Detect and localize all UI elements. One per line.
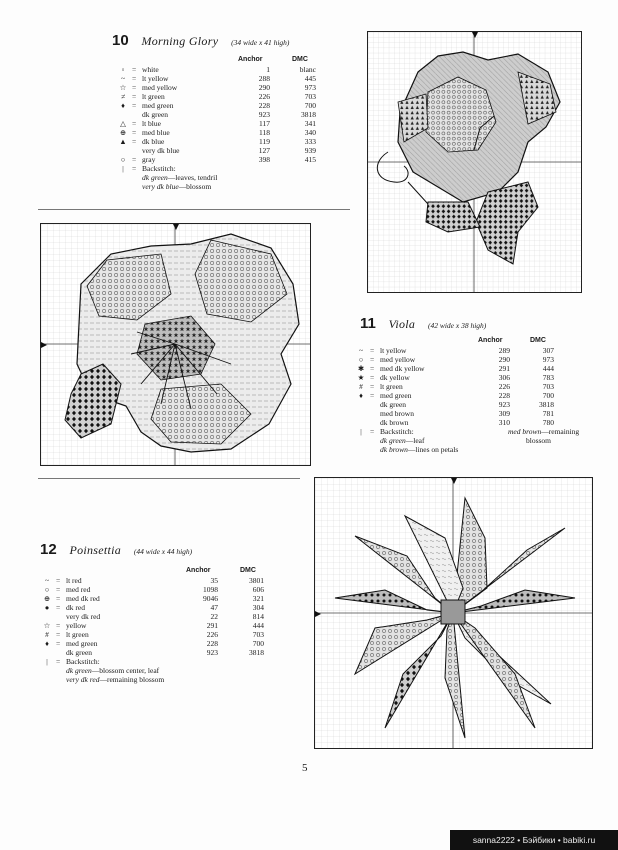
key-color-name: lt green xyxy=(66,630,89,639)
key-dmc-number: 3801 xyxy=(249,576,264,585)
key-symbol: ~ xyxy=(120,74,126,83)
backstitch-note xyxy=(142,182,328,191)
key-equals: = xyxy=(56,630,61,639)
key-anchor-number: 35 xyxy=(210,576,218,585)
key-row xyxy=(356,409,596,418)
key-color-name: med green xyxy=(142,101,174,110)
pattern-11-title xyxy=(360,315,486,332)
key-equals: = xyxy=(132,137,137,146)
key-equals: = xyxy=(56,594,61,603)
viola-chart xyxy=(40,223,311,466)
section-divider xyxy=(38,478,300,479)
key-row xyxy=(42,594,292,603)
key-symbol: ~ xyxy=(44,576,50,585)
key-dmc-number: 703 xyxy=(304,92,316,101)
key-row xyxy=(356,418,596,427)
key-equals: = xyxy=(56,657,61,666)
pattern-10-title xyxy=(112,32,289,49)
key-row xyxy=(118,101,328,110)
key-symbol: ★ xyxy=(357,373,365,382)
backstitch-area: —blossom center, leaf xyxy=(91,666,160,675)
viola-chart-svg xyxy=(41,224,310,465)
key-row xyxy=(42,585,292,594)
key-column-headers xyxy=(42,566,292,576)
key-column-headers xyxy=(118,55,328,65)
key-dmc-number: 304 xyxy=(252,603,264,612)
key-anchor-number: 309 xyxy=(498,409,510,418)
key-color-name: lt green xyxy=(380,382,403,391)
key-anchor-number: 228 xyxy=(498,391,510,400)
key-dmc-number: 415 xyxy=(304,155,316,164)
key-symbol: ● xyxy=(44,603,50,612)
key-row xyxy=(42,576,292,585)
key-color-name: med yellow xyxy=(142,83,178,92)
backstitch-note xyxy=(380,445,596,454)
key-anchor-number: 119 xyxy=(259,137,270,146)
key-color-name: med yellow xyxy=(380,355,416,364)
key-anchor-number: 127 xyxy=(258,146,270,155)
key-anchor-number: 47 xyxy=(210,603,218,612)
color-key-11 xyxy=(356,336,596,454)
backstitch-area: —lines on petals xyxy=(407,445,459,454)
key-anchor-number: 226 xyxy=(206,630,218,639)
credit-watermark: sanna2222 • Бэйбики • babiki.ru xyxy=(450,830,618,850)
backstitch-symbol: | xyxy=(360,427,362,436)
key-anchor-number: 398 xyxy=(258,155,270,164)
key-dmc-number: 781 xyxy=(542,409,554,418)
key-dmc-number: 780 xyxy=(542,418,554,427)
pattern-size: (42 wide x 38 high) xyxy=(427,321,487,330)
anchor-header: Anchor xyxy=(478,337,503,344)
key-symbol: ▲ xyxy=(119,137,127,146)
pattern-name: Poinsettia xyxy=(69,543,122,557)
key-column-headers xyxy=(356,336,596,346)
key-anchor-number: 923 xyxy=(206,648,218,657)
key-color-name: dk blue xyxy=(142,137,165,146)
backstitch-label: Backstitch: xyxy=(380,427,414,436)
key-color-name: dk red xyxy=(66,603,85,612)
key-anchor-number: 22 xyxy=(210,612,218,621)
dmc-header: DMC xyxy=(530,337,546,344)
backstitch-notes xyxy=(142,173,328,191)
key-color-name: lt green xyxy=(142,92,165,101)
key-symbol: △ xyxy=(120,119,126,128)
pattern-12-title xyxy=(40,541,192,558)
key-row xyxy=(356,391,596,400)
key-row xyxy=(42,648,292,657)
key-anchor-number: 290 xyxy=(258,83,270,92)
key-row xyxy=(118,137,328,146)
key-anchor-number: 228 xyxy=(206,639,218,648)
key-row xyxy=(42,612,292,621)
key-color-name: lt red xyxy=(66,576,82,585)
backstitch-color: dk green xyxy=(380,436,406,445)
backstitch-area: blossom xyxy=(526,436,552,445)
key-equals: = xyxy=(370,355,375,364)
key-color-name: med brown xyxy=(380,409,414,418)
key-anchor-number: 291 xyxy=(498,364,510,373)
key-color-name: med dk yellow xyxy=(380,364,425,373)
key-anchor-number: 310 xyxy=(498,418,510,427)
key-equals: = xyxy=(370,382,375,391)
key-dmc-number: 703 xyxy=(252,630,264,639)
key-row xyxy=(118,128,328,137)
backstitch-note xyxy=(66,666,292,675)
key-equals: = xyxy=(132,74,137,83)
key-color-name: med green xyxy=(66,639,98,648)
poinsettia-chart xyxy=(314,477,593,749)
key-equals: = xyxy=(132,101,137,110)
morning-glory-chart xyxy=(367,31,582,293)
backstitch-note xyxy=(508,436,579,445)
backstitch-symbol: | xyxy=(122,164,124,173)
key-dmc-number: 321 xyxy=(252,594,264,603)
key-dmc-number: 333 xyxy=(304,137,316,146)
pattern-number: 12 xyxy=(40,541,57,558)
backstitch-color: very dk blue xyxy=(142,182,179,191)
key-symbol: ~ xyxy=(358,346,364,355)
key-equals: = xyxy=(56,603,61,612)
key-color-name: lt yellow xyxy=(380,346,407,355)
key-symbol: # xyxy=(45,630,49,639)
key-symbol: # xyxy=(359,382,363,391)
key-row xyxy=(356,382,596,391)
backstitch-symbol: | xyxy=(46,657,48,666)
key-dmc-number: 341 xyxy=(304,119,316,128)
key-row xyxy=(118,74,328,83)
key-anchor-number: 226 xyxy=(498,382,510,391)
section-divider xyxy=(38,209,350,210)
key-symbol: ○ xyxy=(44,585,50,594)
key-dmc-number: 700 xyxy=(252,639,264,648)
pattern-number: 10 xyxy=(112,32,129,49)
key-equals: = xyxy=(370,346,375,355)
pattern-number: 11 xyxy=(360,315,376,332)
poinsettia-chart-svg xyxy=(315,478,592,748)
key-dmc-number: 340 xyxy=(304,128,316,137)
key-color-name: dk green xyxy=(66,648,93,657)
backstitch-area: —remaining blossom xyxy=(99,675,165,684)
key-dmc-number: 939 xyxy=(304,146,316,155)
key-anchor-number: 306 xyxy=(498,373,510,382)
page-number: 5 xyxy=(302,762,308,774)
backstitch-color: very dk red xyxy=(66,675,100,684)
key-equals: = xyxy=(370,364,375,373)
pattern-name: Morning Glory xyxy=(141,34,219,48)
backstitch-color: dk green xyxy=(142,173,168,182)
color-key-12 xyxy=(42,566,292,684)
backstitch-label: Backstitch: xyxy=(142,164,176,173)
key-color-name: dk green xyxy=(380,400,407,409)
key-dmc-number: 700 xyxy=(542,391,554,400)
key-symbol: ≠ xyxy=(120,92,126,101)
key-row xyxy=(356,373,596,382)
key-row xyxy=(356,355,596,364)
key-row xyxy=(118,146,328,155)
anchor-header: Anchor xyxy=(238,56,263,63)
key-dmc-number: 3818 xyxy=(301,110,316,119)
key-symbol: ⊕ xyxy=(119,128,127,137)
key-color-name: yellow xyxy=(66,621,87,630)
key-dmc-number: 444 xyxy=(252,621,264,630)
key-symbol: ☆ xyxy=(119,83,127,92)
backstitch-note xyxy=(66,675,292,684)
backstitch-label: Backstitch: xyxy=(66,657,100,666)
key-dmc-number: 307 xyxy=(542,346,554,355)
key-anchor-number: 9046 xyxy=(203,594,218,603)
key-anchor-number: 118 xyxy=(259,128,270,137)
anchor-header: Anchor xyxy=(186,567,211,574)
key-dmc-number: 3818 xyxy=(249,648,264,657)
key-row xyxy=(356,346,596,355)
key-color-name: very dk red xyxy=(66,612,101,621)
key-row xyxy=(118,155,328,164)
key-dmc-number: 973 xyxy=(542,355,554,364)
key-symbol: ♦ xyxy=(45,639,49,648)
dmc-header: DMC xyxy=(292,56,308,63)
key-anchor-number: 923 xyxy=(498,400,510,409)
key-equals: = xyxy=(56,576,61,585)
backstitch-color: dk green xyxy=(66,666,92,675)
key-equals: = xyxy=(132,164,137,173)
key-dmc-number: 700 xyxy=(304,101,316,110)
key-dmc-number: 3818 xyxy=(539,400,554,409)
key-dmc-number: blanc xyxy=(299,65,316,74)
key-row xyxy=(42,630,292,639)
key-equals: = xyxy=(56,621,61,630)
backstitch-area: —leaves, tendril xyxy=(167,173,218,182)
key-color-name: med red xyxy=(66,585,91,594)
key-color-name: med dk red xyxy=(66,594,100,603)
key-equals: = xyxy=(132,128,137,137)
key-anchor-number: 228 xyxy=(258,101,270,110)
key-dmc-number: 973 xyxy=(304,83,316,92)
dmc-header: DMC xyxy=(240,567,256,574)
backstitch-color: dk brown xyxy=(380,445,408,454)
key-dmc-number: 445 xyxy=(304,74,316,83)
key-equals: = xyxy=(132,155,137,164)
color-key-10 xyxy=(118,55,328,191)
key-color-name: very dk blue xyxy=(142,146,180,155)
key-equals: = xyxy=(370,427,375,436)
key-symbol: ☆ xyxy=(43,621,51,630)
key-color-name: med blue xyxy=(142,128,170,137)
key-dmc-number: 444 xyxy=(542,364,554,373)
pattern-size: (44 wide x 44 high) xyxy=(133,547,193,556)
key-anchor-number: 290 xyxy=(498,355,510,364)
key-symbol: ♦ xyxy=(121,101,125,110)
key-symbol: ⊕ xyxy=(43,594,51,603)
key-anchor-number: 288 xyxy=(258,74,270,83)
key-row xyxy=(356,400,596,409)
key-color-name: lt yellow xyxy=(142,74,169,83)
key-symbol: ♦ xyxy=(359,391,363,400)
key-color-name: lt blue xyxy=(142,119,161,128)
key-equals: = xyxy=(56,585,61,594)
key-row xyxy=(42,639,292,648)
key-equals: = xyxy=(132,83,137,92)
key-color-name: white xyxy=(142,65,159,74)
backstitch-color: med brown xyxy=(508,427,542,436)
key-symbol: ○ xyxy=(358,355,364,364)
key-dmc-number: 606 xyxy=(252,585,264,594)
backstitch-area: —leaf xyxy=(405,436,425,445)
key-symbol: ○ xyxy=(120,155,126,164)
key-row xyxy=(42,621,292,630)
backstitch-notes-right xyxy=(508,427,579,445)
key-color-name: med green xyxy=(380,391,412,400)
key-color-name: gray xyxy=(142,155,156,164)
pattern-name: Viola xyxy=(388,317,416,331)
key-anchor-number: 291 xyxy=(206,621,218,630)
key-anchor-number: 923 xyxy=(258,110,270,119)
key-row xyxy=(118,110,328,119)
key-equals: = xyxy=(132,65,137,74)
pattern-size: (34 wide x 41 high) xyxy=(231,38,290,47)
key-dmc-number: 783 xyxy=(542,373,554,382)
key-symbol: ▫ xyxy=(121,65,125,74)
key-row-backstitch xyxy=(42,657,292,666)
key-row xyxy=(118,83,328,92)
key-row xyxy=(118,119,328,128)
key-dmc-number: 703 xyxy=(542,382,554,391)
backstitch-area: —remaining xyxy=(541,427,580,436)
key-dmc-number: 814 xyxy=(252,612,264,621)
key-symbol: ✱ xyxy=(357,364,365,373)
key-row xyxy=(356,364,596,373)
backstitch-area: —blossom xyxy=(178,182,212,191)
key-row xyxy=(42,603,292,612)
key-anchor-number: 117 xyxy=(259,119,270,128)
key-equals: = xyxy=(56,639,61,648)
key-color-name: dk brown xyxy=(380,418,409,427)
key-color-name: dk yellow xyxy=(380,373,410,382)
key-anchor-number: 226 xyxy=(258,92,270,101)
key-row-backstitch xyxy=(118,164,328,173)
key-row xyxy=(118,92,328,101)
key-anchor-number: 1 xyxy=(266,65,270,74)
key-equals: = xyxy=(132,119,137,128)
key-equals: = xyxy=(370,373,375,382)
key-anchor-number: 1098 xyxy=(203,585,218,594)
morning-glory-chart-svg xyxy=(368,32,581,292)
key-equals: = xyxy=(132,92,137,101)
backstitch-note xyxy=(142,173,328,182)
key-row xyxy=(118,65,328,74)
key-anchor-number: 289 xyxy=(498,346,510,355)
backstitch-note xyxy=(508,427,579,436)
key-equals: = xyxy=(370,391,375,400)
key-color-name: dk green xyxy=(142,110,169,119)
backstitch-notes xyxy=(66,666,292,684)
